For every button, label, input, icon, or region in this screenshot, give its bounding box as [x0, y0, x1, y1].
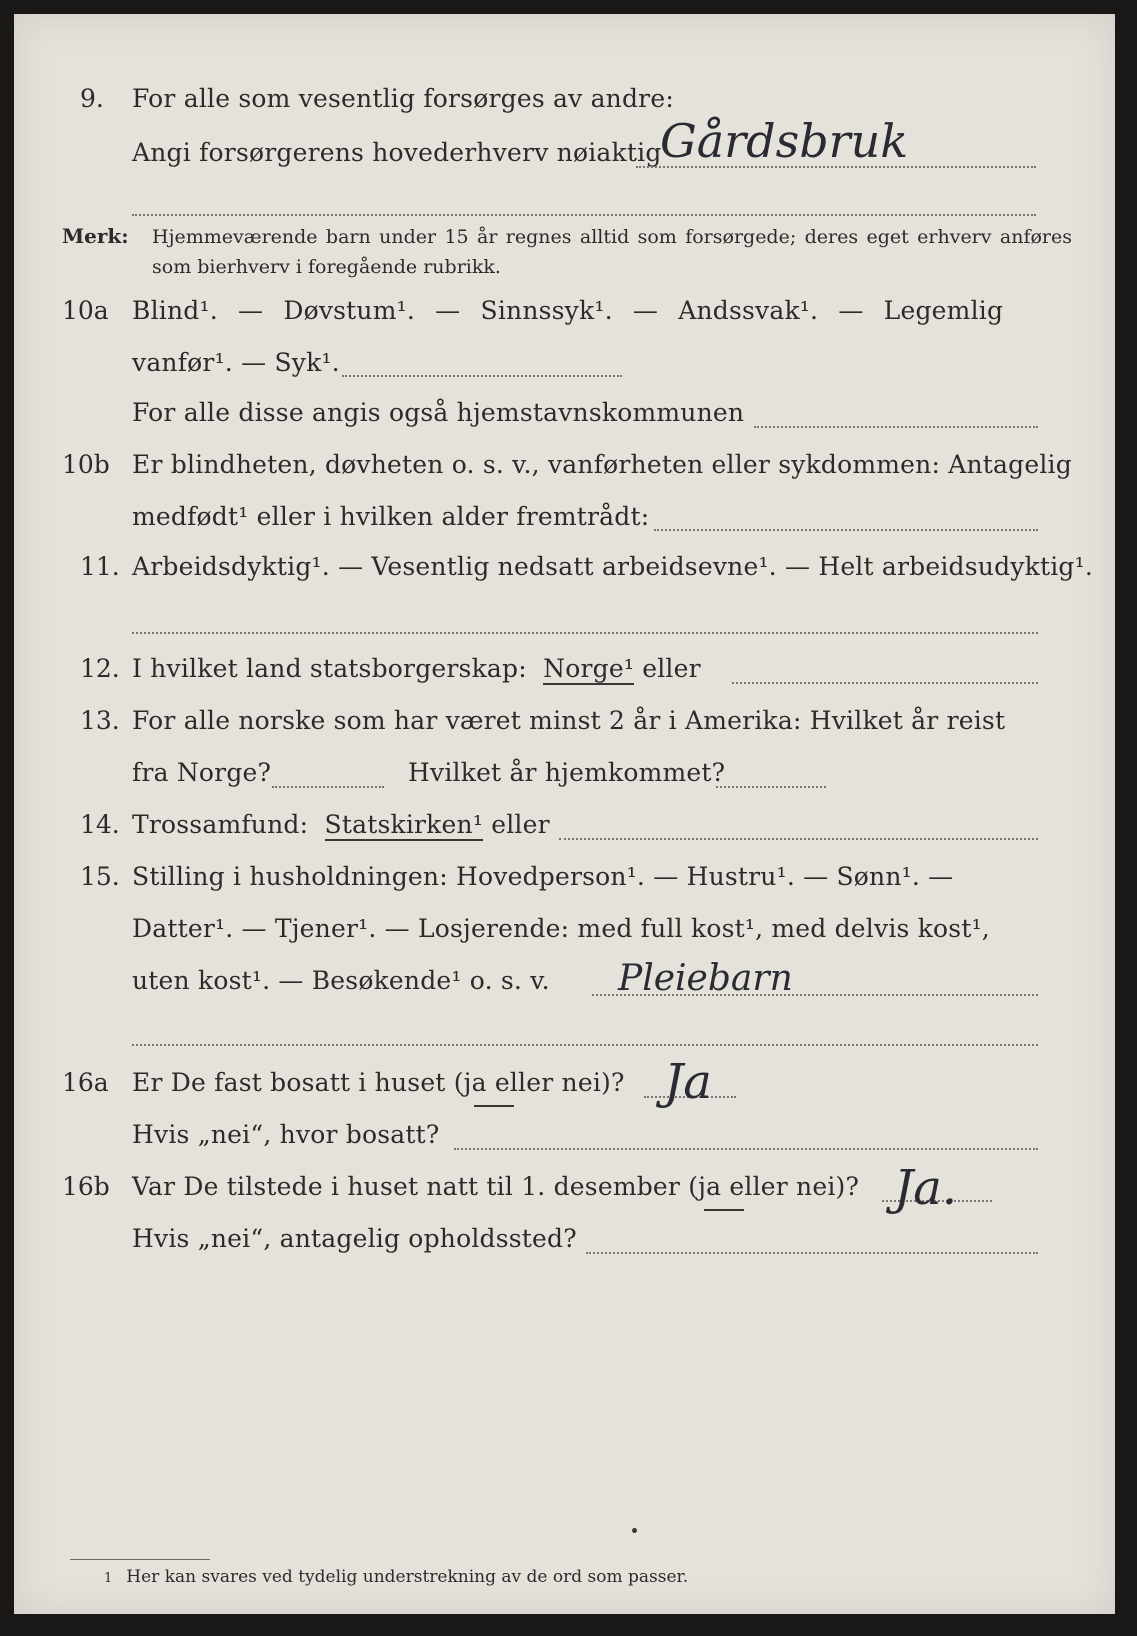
q15-handwritten-answer: Pleiebarn	[618, 958, 793, 999]
q10b-number: 10b	[62, 450, 110, 479]
q10b-line2: medfødt¹ eller i hvilken alder fremtrådt:	[132, 502, 650, 531]
footnote: 1 Her kan svares ved tydelig understrekning av de ord som passer.	[104, 1567, 689, 1587]
q16b-number: 16b	[62, 1172, 110, 1201]
note-label: Merk:	[62, 224, 129, 248]
q16b-line2: Hvis „nei“, antagelig opholdssted?	[132, 1224, 577, 1253]
census-form-page	[14, 14, 1115, 1614]
q10a-answer-line	[342, 375, 622, 377]
q15-line3: uten kost¹. — Besøkende¹ o. s. v.	[132, 966, 550, 995]
q13-return-year-line	[716, 786, 826, 788]
q13-number: 13.	[80, 706, 120, 735]
q13-line2b: Hvilket år hjemkommet?	[408, 758, 726, 787]
q14-line1: Trossamfund: Statskirken¹ eller	[132, 810, 550, 839]
q9-extra-line	[132, 214, 1036, 216]
q9-handwritten-answer: Gårdsbruk	[660, 114, 909, 168]
q15-number: 15.	[80, 862, 120, 891]
q16a-number: 16a	[62, 1068, 109, 1097]
q16b-line1: Var De tilstede i huset natt til 1. desember (ja eller nei)?	[132, 1172, 860, 1201]
q10a-line3: For alle disse angis også hjemstavnskommunen	[132, 398, 745, 427]
q16b-handwritten-answer: Ja.	[894, 1160, 958, 1216]
q10a-line1: Blind¹. — Døvstum¹. — Sinnssyk¹. — Andssvak¹. — Legemlig	[132, 296, 1004, 325]
q11-line1: Arbeidsdyktig¹. — Vesentlig nedsatt arbeidsevne¹. — Helt arbeidsudyktig¹.	[132, 552, 1093, 581]
q13-line2a: fra Norge?	[132, 758, 272, 787]
q11-answer-line	[132, 632, 1038, 634]
q10a-line2: vanfør¹. — Syk¹.	[132, 348, 340, 377]
q10b-answer-line	[654, 529, 1038, 531]
q10b-line1: Er blindheten, døvheten o. s. v., vanførheten eller sykdommen: Antagelig	[132, 450, 1072, 479]
q14-underlined-statskirken: Statskirken¹	[324, 810, 484, 839]
q16a-line1: Er De fast bosatt i huset (ja eller nei)?	[132, 1068, 625, 1097]
ink-speck	[632, 1528, 637, 1533]
q9-line1: For alle som vesentlig forsørges av andre:	[132, 84, 674, 113]
q16b-location-line	[586, 1252, 1038, 1254]
q14-answer-line	[559, 838, 1038, 840]
q10a-hometown-line	[754, 426, 1038, 428]
q16a-ja-underline	[474, 1105, 514, 1107]
q15-line1: Stilling i husholdningen: Hovedperson¹. — Hustru¹. — Sønn¹. —	[132, 862, 954, 891]
q15-line2: Datter¹. — Tjener¹. — Losjerende: med full kost¹, med delvis kost¹,	[132, 914, 990, 943]
q12-underlined-norge: Norge¹	[543, 654, 635, 683]
q10a-number: 10a	[62, 296, 109, 325]
q16a-handwritten-answer: Ja	[664, 1054, 712, 1110]
q9-line2: Angi forsørgerens hovederhverv nøiaktig	[132, 138, 662, 167]
q13-line1: For alle norske som har været minst 2 år i Amerika: Hvilket år reist	[132, 706, 1006, 735]
q12-number: 12.	[80, 654, 120, 683]
q12-line1: I hvilket land statsborgerskap: Norge¹ eller	[132, 654, 701, 683]
q15-extra-line	[132, 1044, 1038, 1046]
footnote-rule	[70, 1559, 210, 1560]
q13-left-year-line	[272, 786, 384, 788]
q11-number: 11.	[80, 552, 120, 581]
q16a-residence-line	[454, 1148, 1038, 1150]
note-text: Hjemmeværende barn under 15 år regnes alltid som forsørgede; deres eget erhverv anføres som bierhverv i foregående rubrikk.	[152, 226, 1072, 278]
q14-number: 14.	[80, 810, 120, 839]
q12-answer-line	[732, 682, 1038, 684]
q9-number: 9.	[80, 84, 104, 113]
q16a-line2: Hvis „nei“, hvor bosatt?	[132, 1120, 440, 1149]
q16b-ja-underline	[704, 1209, 744, 1211]
